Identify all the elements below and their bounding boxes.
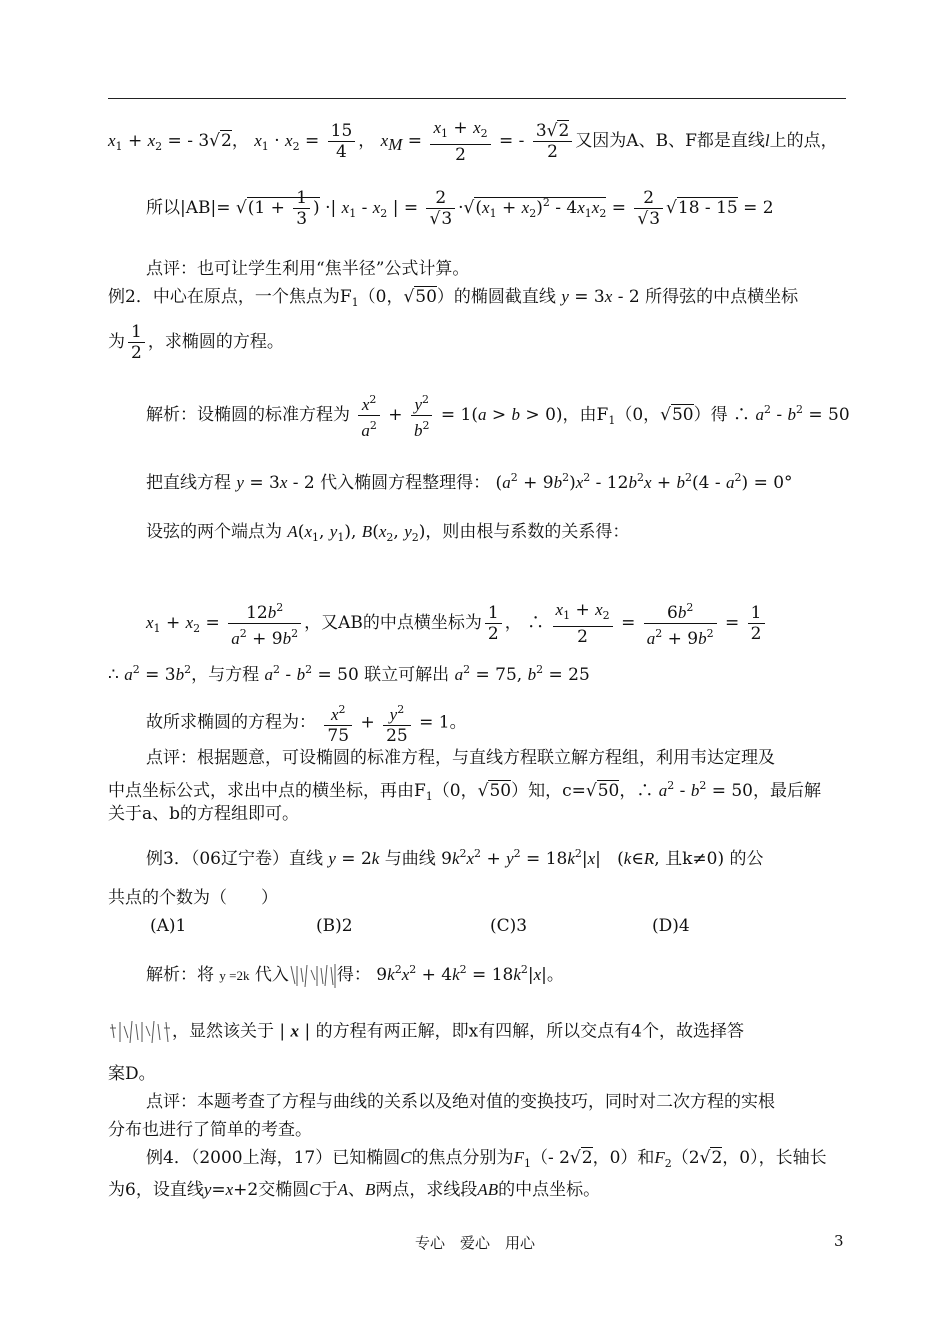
text-line-6: 解析：设椭圆的标准方程为 $\frac{x^2}{a^2}$ + $\frac{y^2}{b^2}$ = 1(a > b > 0)，由$F_1(0$，√50）得 ∴ $a^2 - b^2 = 50$ [146, 390, 850, 441]
text-line-23: 为6，设直线y=x+2交椭圆C于A、B两点，求线段AB的中点坐标。 [108, 1180, 601, 1200]
text-line-21: 分布也进行了简单的考查。 [108, 1120, 312, 1140]
text-line-1: $x_1 + x_2$ = - 3√2， $x_1 \cdot x_2$ = $\frac{15}{4}$ ， $x_M$ = $\frac{x_1 + x_2}{2}$ = - $\frac{3√2}{2}$ 又因为A、B、F都是直线l上的点， [108, 118, 838, 165]
text-line-9: $x_1 + x_2$ = $\frac{12b^2}{a^2 + 9b^2}$ ，又AB的中点横坐标为 $\frac{1}{2}$ ， ∴ $\frac{x_1 + x_2}{2}$ = $\frac{6b^2}{a^2 + 9b^2}$ = $\frac{1}{2}$ [146, 598, 768, 649]
text-line-11: 故所求椭圆的方程为： $\frac{x^2}{75}$ + $\frac{y^2}{25}$ = 1。 [146, 700, 467, 746]
text-line-19: 案D。 [108, 1064, 156, 1084]
choice-b: (B)2 [316, 916, 353, 936]
text-line-10: ∴ $a^2 = 3b^2$，与方程 $a^2 - b^2 = 50$ 联立可解出 $a^2 = 75$, $b^2 = 25$ [108, 663, 590, 685]
text-line-5: 为 $\frac{1}{2}$ ，求椭圆的方程。 [108, 322, 284, 363]
garbled-equation-image-2 [108, 1018, 172, 1046]
text-line-13: 中点坐标公式，求出中点的横坐标，再由$F_1(0$，√50）知，c=√50，∴ $a^2 - b^2 = 50$，最后解 [108, 779, 821, 803]
text-line-16: 共点的个数为（ ） [108, 888, 278, 908]
choice-a: (A)1 [150, 916, 187, 936]
page-footer: 专心 爱心 用心 [414, 1234, 535, 1252]
choice-c: (C)3 [490, 916, 528, 936]
text-line-20: 点评：本题考查了方程与曲线的关系以及绝对值的变换技巧，同时对二次方程的实根 [146, 1092, 775, 1112]
text-line-18: ，显然该关于 | x | 的方程有两正解，即x有四解，所以交点有4个，故选择答 [108, 1018, 744, 1046]
text-line-4: 例2．中心在原点，一个焦点为$F_1(0$，√50）的椭圆截直线 y = 3x - 2 所得弦的中点横坐标 [108, 287, 799, 309]
header-rule [108, 98, 846, 99]
text-line-14: 关于a、b的方程组即可。 [108, 804, 300, 824]
text-line-2: 所以|AB|= √(1 + $\frac{1}{3}$ ) ·| $x_1 - x_2$ | = $\frac{2}{√3}$ $\cdot√(x_1 + x_2)^2 - 4x_1x_2$ = $\frac{2}{√3}$ √18 - 15 = 2 [146, 188, 774, 229]
text-line-12: 点评：根据题意，可设椭圆的标准方程，与直线方程联立解方程组，利用韦达定理及 [146, 748, 775, 768]
text-line-7: 把直线方程 y = 3x - 2 代入椭圆方程整理得： $(a^2 + 9b^2)x^2 - 12b^2x + b^2(4 - a^2) = 0^\circ$ [146, 471, 793, 493]
page-number: 3 [834, 1232, 844, 1250]
text-line-8: 设弦的两个端点为 $A(x_1$, $y_1$), $B(x_2$, $y_2$)，则由根与系数的关系得： [146, 522, 630, 544]
choice-d: (D)4 [652, 916, 690, 936]
text-line-17: 解析：将 y =2k 代入 得： $9k^2x^2 + 4k^2 = 18k^2|x|$。 [146, 958, 564, 990]
text-line-3: 点评：也可让学生利用“焦半径”公式计算。 [146, 259, 470, 279]
garbled-equation-image [289, 962, 337, 990]
text-line-15: 例3．（06辽宁卷）直线 y = 2k 与曲线 $9k^2x^2 + y^2 = 18k^2|x|$ (k∈R, 且k≠0) 的公 [146, 847, 764, 869]
text-line-22: 例4．（2000上海，17）已知椭圆C的焦点分别为$F_1(-$ 2√2，0）和$F_2(2√2$，0），长轴长 [146, 1148, 827, 1170]
